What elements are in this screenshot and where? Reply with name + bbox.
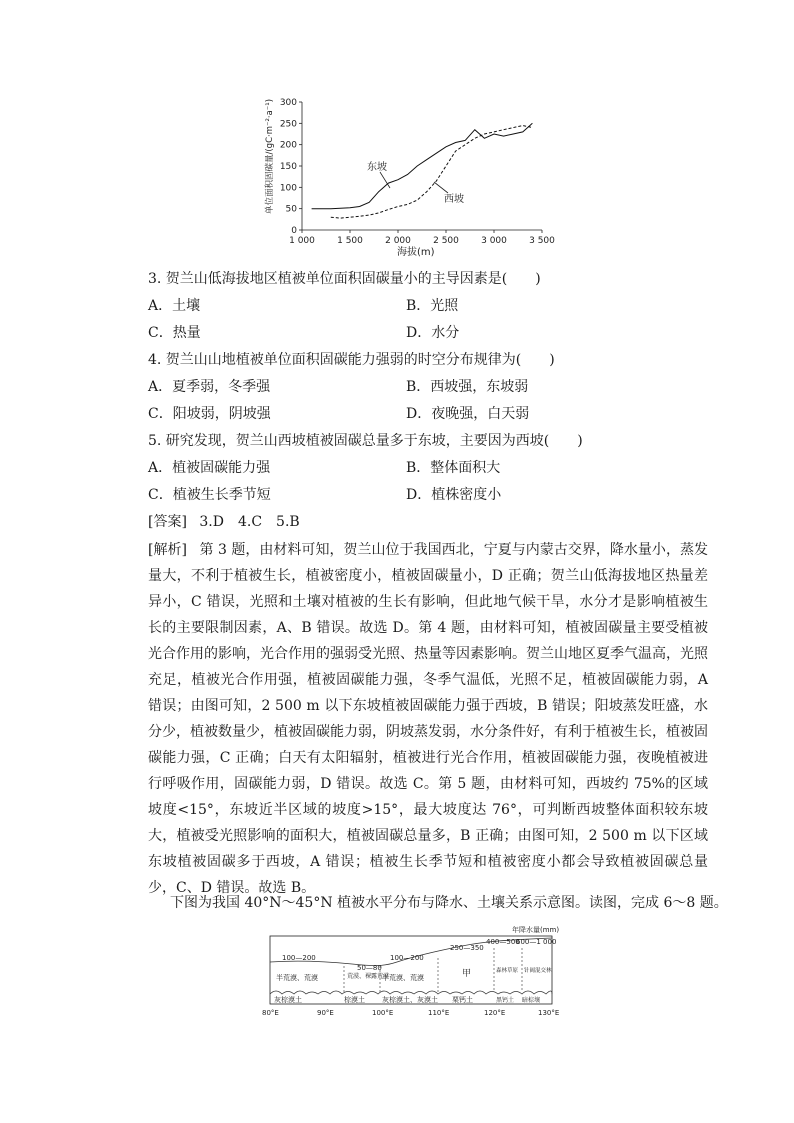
y-tick-label: 100: [279, 183, 297, 194]
answer-label: [答案]: [148, 514, 187, 530]
y-tick-label: 50: [285, 204, 297, 215]
q5-option-a: A．植被固碳能力强: [148, 460, 271, 476]
lon-90: 90°E: [317, 1009, 334, 1017]
leader-west: [434, 182, 448, 193]
veg-1: 半荒漠、荒漠: [276, 974, 318, 982]
x-tick-label: 1 500: [337, 236, 363, 246]
analysis-paragraph: [148, 537, 708, 901]
q5-option-c: C．植被生长季节短: [148, 487, 271, 503]
analysis-label: [解析]: [148, 542, 187, 558]
question-5: 5. 研究发现，贺兰山西坡植被固碳总量多于东坡，主要因为西坡( ): [148, 433, 583, 449]
lon-110: 110°E: [428, 1009, 450, 1017]
precip-5: 400—500: [486, 938, 520, 946]
veg-3: 半荒漠、荒漠: [382, 974, 424, 982]
veg-4: 甲: [462, 969, 472, 979]
intro-line: 下图为我国 40°N～45°N 植被水平分布与降水、土壤关系示意图。读图，完成 6～8 题。: [170, 895, 728, 911]
soil-6: 暗棕壤: [522, 997, 541, 1004]
x-tick-label: 2 500: [433, 236, 459, 246]
x-tick-label: 2 000: [385, 236, 411, 246]
y-axis-title: 单位面积固碳量/(gC·m⁻²·a⁻¹): [265, 98, 275, 214]
lon-100: 100°E: [372, 1009, 394, 1017]
series-line-west: [331, 126, 533, 219]
lon-80: 80°E: [262, 1009, 279, 1017]
precip-3: 100—200: [390, 954, 424, 962]
y-tick-label: 0: [291, 226, 297, 236]
y-tick-label: 300: [279, 98, 297, 108]
analysis-text: 第 3 题，由材料可知，贺兰山位于我国西北，宁夏与内蒙古交界，降水量小，蒸发量大，不利于植被生长，植被密度小，植被固碳量小，D 正确；贺兰山低海拔地区热量差异小，C 错误，光照和土壤对植被的生长有影响，但此地气候干旱，水分才是影响植被生长的主要限制因素，A、B 错误。故选 D。第 4 题，由材料可知，植被固碳量主要受植被光合作用的影响，光合作用的强弱受光照、热量等因素影响。贺兰山地区夏季气温高，光照充足，植被光合作用强，植被固碳能力强，冬季气温低，光照不足，植被固碳能力弱，A 错误；由图可知，2 500 m 以下东坡植被固碳能力强于西坡，B 错误；阳坡蒸发旺盛，水分少，植被数量少，植被固碳能力弱，阴坡蒸发弱，水分条件好，有利于植被生长，植被固碳能力强，C 正确；白天有太阳辐射，植被进行光合作用，植被固碳能力强，夜晚植被进行呼吸作用，固碳能力弱，D 错误。故选 C。第 5 题，由材料可知，西坡约 75%的区域坡度<15°，东坡近半区域的坡度>15°，最大坡度达 76°，可判断西坡整体面积较东坡大，植被受光照影响的面积大，植被固碳总量多，B 正确；由图可知，2 500 m 以下区域东坡植被固碳多于西坡，A 错误；植被生长季节短和植被密度小都会导致植被固碳总量少，C、D 错误。故选 B。: [148, 542, 708, 896]
q4-option-d: D．夜晚强，白天弱: [406, 406, 530, 422]
chart-marks: [312, 123, 533, 218]
question-4: 4. 贺兰山山地植被单位面积固碳能力强弱的时空分布规律为( ): [148, 352, 555, 368]
q3-option-c: C．热量: [148, 325, 201, 341]
precip-1: 100—200: [282, 954, 316, 962]
q4-option-a: A．夏季弱，冬季强: [148, 379, 271, 395]
annotation-east: 东坡: [367, 162, 387, 173]
x-tick-label: 1 000: [289, 236, 315, 246]
veg-5: 森林草原: [496, 968, 519, 974]
q4-option-b: B．西坡强，东坡弱: [406, 379, 529, 395]
lon-130: 130°E: [538, 1009, 560, 1017]
x-axis-title: 海拔(m): [397, 247, 435, 258]
y-tick-label: 200: [279, 140, 297, 151]
q3-option-a: A．土壤: [148, 298, 201, 314]
carbon-chart: [262, 92, 562, 264]
vegetation-profile-figure: [262, 922, 572, 1018]
precip-2: 50—80: [357, 964, 382, 972]
soil-4: 栗钙土: [452, 996, 473, 1004]
soil-3: 灰棕漠土、灰漠土: [382, 996, 438, 1004]
q5-option-b: B．整体面积大: [406, 460, 501, 476]
soil-2: 棕漠土: [344, 996, 365, 1004]
x-tick-label: 3 500: [529, 236, 555, 246]
y-tick-label: 150: [279, 162, 297, 172]
chart-axes: [280, 98, 555, 246]
question-3: 3. 贺兰山低海拔地区植被单位面积固碳量小的主导因素是( ): [148, 271, 541, 287]
soil-5: 黑钙土: [496, 997, 515, 1004]
answer-text: 3.D 4.C 5.B: [199, 514, 300, 530]
terrain-line: [270, 991, 552, 994]
answer-line: [148, 513, 300, 531]
precip-4: 250—350: [450, 944, 484, 952]
lon-120: 120°E: [484, 1009, 506, 1017]
veg-6: 针阔混交林: [524, 968, 552, 974]
y-tick-label: 250: [279, 119, 297, 130]
precip-6: 600—1 000: [516, 938, 557, 946]
q3-option-b: B．光照: [406, 298, 459, 314]
q4-option-c: C．阳坡弱，阴坡强: [148, 406, 271, 422]
precip-title: 年降水量(mm): [512, 926, 560, 934]
annotation-west: 西坡: [444, 194, 464, 205]
q3-option-d: D．水分: [406, 325, 460, 341]
veg-2: 荒漠、裸露荒漠: [347, 973, 390, 980]
q5-option-d: D．植株密度小: [406, 487, 502, 503]
x-tick-label: 3 000: [481, 236, 507, 246]
soil-1: 灰棕漠土: [274, 996, 302, 1004]
